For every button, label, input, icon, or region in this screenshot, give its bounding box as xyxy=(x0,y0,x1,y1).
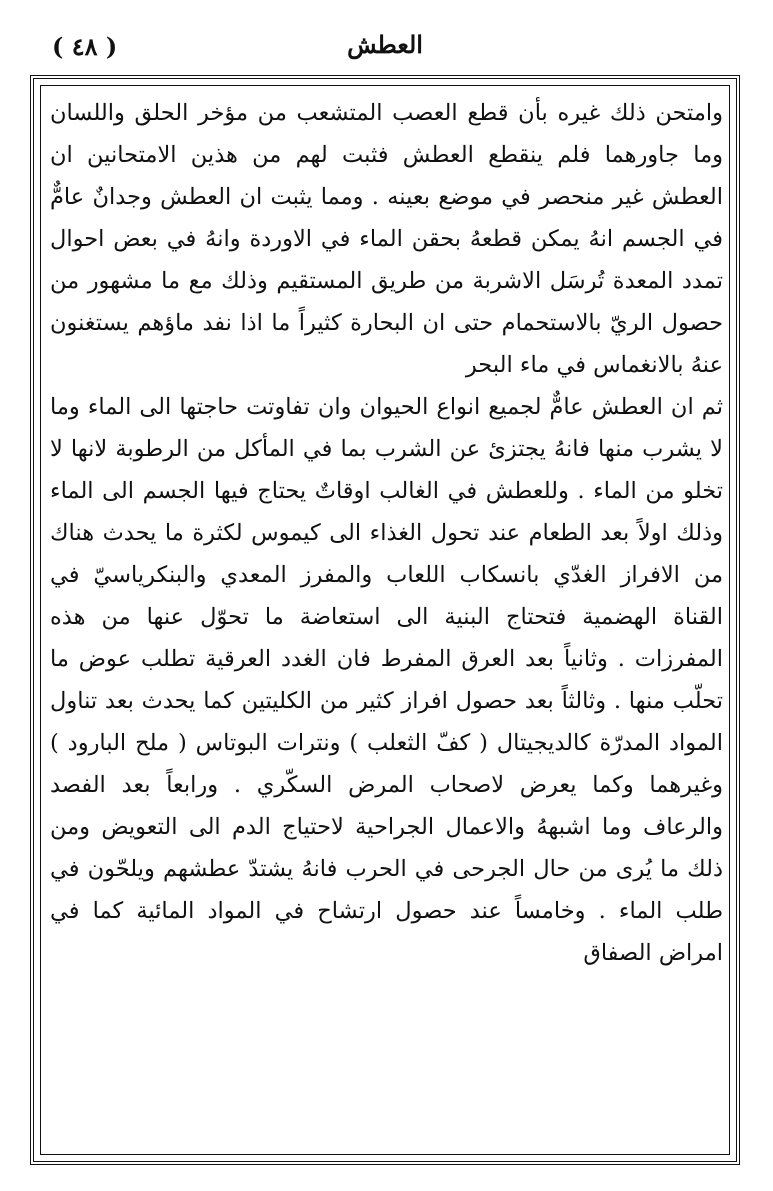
body-text xyxy=(50,92,723,974)
running-title: العطش xyxy=(347,30,423,59)
page-header xyxy=(30,30,740,70)
page-number: ( ٤٨ ) xyxy=(52,32,118,61)
paragraph-2: ثم ان العطش عامٌّ لجميع انواع الحيوان وان تفاوتت حاجتها الى الماء وما لا يشرب منها فانهُ يجتزئ عن الشرب بما في المأكل من الرطوبة لانها لا تخلو من الماء . وللعطش في الغالب اوقاتٌ يحتاج فيها الجسم الى الماء وذلك اولاً بعد الطعام عند تحول الغذاء الى كيموس لكثرة ما يحدث هناك من الافراز الغدّي بانسكاب اللعاب والمفرز المعدي والبنكرياسيّ في القناة الهضمية فتحتاج البنية الى استعاضة ما تحوّل عنها من هذه المفرزات . وثانياً بعد العرق المفرط فان الغدد العرقية تطلب عوض ما تحلّب منها . وثالثاً بعد حصول افراز كثير من الكليتين كما يحدث بعد تناول المواد المدرّة كالديجيتال ( كفّ الثعلب ) ونترات البوتاس ( ملح البارود ) وغيرهما وكما يعرض لاصحاب المرض السكّري . ورابعاً بعد الفصد والرعاف وما اشبههُ والاعمال الجراحية لاحتياج الدم الى التعويض ومن ذلك ما يُرى من حال الجرحى في الحرب فانهُ يشتدّ عطشهم ويلحّون في طلب الماء . وخامساً عند حصول ارتشاح في المواد المائية كما في امراض الصفاق xyxy=(50,394,723,966)
paragraph-1: وامتحن ذلك غيره بأن قطع العصب المتشعب من مؤخر الحلق واللسان وما جاورهما فلم ينقطع العطش فثبت لهم من هذين الامتحانين ان العطش غير منحصر في موضع بعينه . ومما يثبت ان العطش وجدانٌ عامٌّ في الجسم انهُ يمكن قطعهُ بحقن الماء في الاوردة وانهُ في بعض احوال تمدد المعدة تُرسَل الاشربة من طريق المستقيم وذلك مع ما مشهور من حصول الريّ بالاستحمام حتى ان البحارة كثيراً ما اذا نفد ماؤهم يستغنون عنهُ بالانغماس في ماء البحر xyxy=(50,100,723,378)
